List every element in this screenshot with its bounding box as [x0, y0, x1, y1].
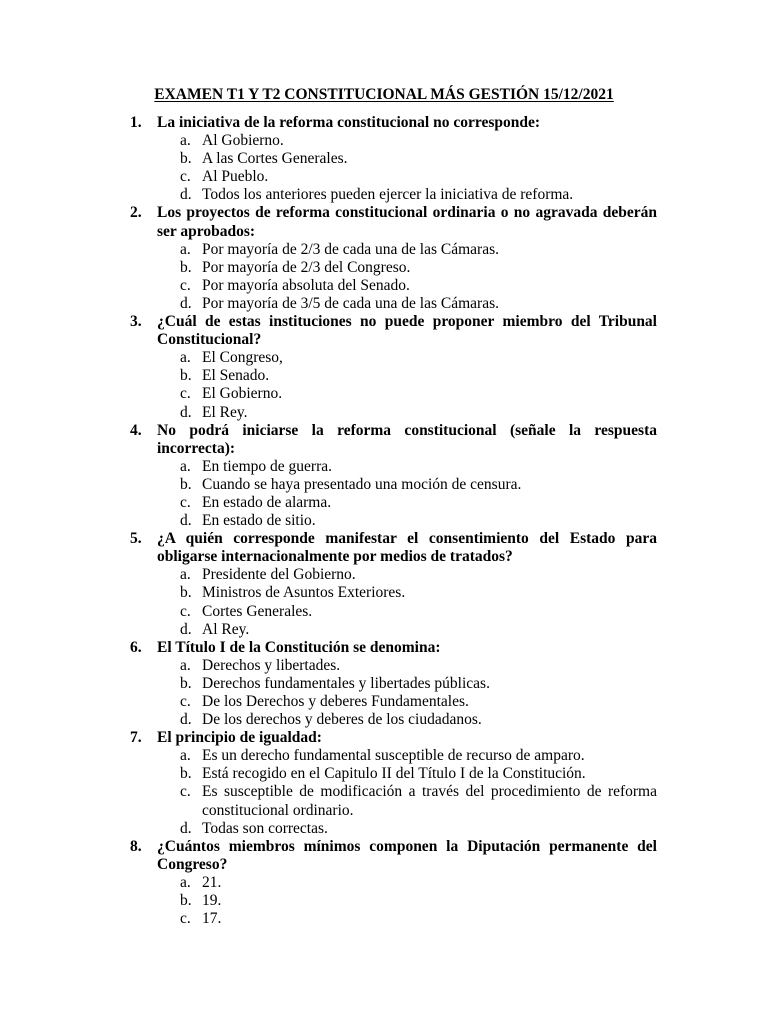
option-item	[130, 186, 657, 204]
option-item	[130, 132, 657, 150]
option-text: Todos los anteriores pueden ejercer la iniciativa de reforma.	[202, 186, 574, 204]
option-text: Derechos y libertades.	[202, 656, 341, 674]
option-item	[130, 566, 657, 584]
question-text: Los proyectos de reforma constitucional ordinaria o no agravada deberán ser aprobados:	[157, 204, 657, 240]
option-text: En tiempo de guerra.	[202, 457, 332, 475]
option-list	[130, 566, 657, 638]
question-number: 6.	[130, 638, 142, 656]
option-item	[130, 657, 657, 675]
option-list	[130, 458, 657, 530]
option-text: Todas son correctas.	[202, 819, 328, 837]
option-item	[130, 150, 657, 168]
option-item	[130, 693, 657, 711]
option-list	[130, 349, 657, 421]
option-list	[130, 747, 657, 837]
option-item	[130, 168, 657, 186]
option-letter: a.	[180, 457, 191, 475]
option-text: En estado de sitio.	[202, 512, 316, 530]
question-text: ¿A quién corresponde manifestar el consentimiento del Estado para obligarse internacionalmente por medios de tratados?	[157, 530, 657, 566]
question-heading	[130, 729, 657, 747]
option-text: 19.	[202, 892, 222, 910]
question-item	[130, 639, 657, 729]
option-text: Por mayoría de 2/3 de cada una de las Cámaras.	[202, 240, 499, 258]
option-letter: b.	[180, 475, 192, 493]
question-text: El Título I de la Constitución se denomina:	[157, 638, 441, 656]
option-text: En estado de alarma.	[202, 493, 332, 511]
question-item	[130, 838, 657, 928]
question-item	[130, 422, 657, 531]
option-letter: d.	[180, 819, 192, 837]
question-text: ¿Cuál de estas instituciones no puede proponer miembro del Tribunal Constitucional?	[157, 313, 657, 349]
question-number: 2.	[130, 204, 142, 222]
option-item	[130, 512, 657, 530]
option-text: 21.	[202, 873, 222, 891]
option-list	[130, 132, 657, 204]
question-heading	[130, 422, 657, 458]
option-item	[130, 259, 657, 277]
option-letter: a.	[180, 349, 191, 367]
option-text: Cortes Generales.	[202, 602, 313, 620]
question-heading	[130, 114, 657, 132]
question-heading	[130, 313, 657, 349]
option-letter: b.	[180, 150, 192, 168]
option-letter: b.	[180, 892, 192, 910]
question-text: El principio de igualdad:	[157, 729, 322, 747]
option-letter: a.	[180, 873, 191, 891]
option-item	[130, 476, 657, 494]
option-item	[130, 874, 657, 892]
question-heading	[130, 639, 657, 657]
option-item	[130, 621, 657, 639]
option-item	[130, 675, 657, 693]
option-letter: a.	[180, 240, 191, 258]
option-letter: b.	[180, 258, 192, 276]
option-text: El Senado.	[202, 367, 270, 385]
option-text: Al Rey.	[202, 620, 250, 638]
option-item	[130, 241, 657, 259]
option-text: Está recogido en el Capitulo II del Título I de la Constitución.	[202, 765, 586, 783]
option-letter: a.	[180, 566, 191, 584]
option-letter: b.	[180, 765, 192, 783]
option-item	[130, 404, 657, 422]
option-item	[130, 458, 657, 476]
question-item	[130, 729, 657, 838]
option-item	[130, 584, 657, 602]
option-letter: d.	[180, 512, 192, 530]
page-title-text: EXAMEN T1 Y T2 CONSTITUCIONAL MÁS GESTIÓN 15/12/2021	[154, 86, 614, 103]
question-item	[130, 313, 657, 422]
option-text: Derechos fundamentales y libertades públicas.	[202, 674, 490, 692]
option-text: El Rey.	[202, 403, 248, 421]
option-letter: c.	[180, 783, 191, 801]
option-item	[130, 747, 657, 765]
question-item	[130, 114, 657, 204]
option-item	[130, 603, 657, 621]
option-text: El Congreso,	[202, 349, 283, 367]
option-letter: c.	[180, 385, 191, 403]
question-list	[130, 114, 657, 928]
option-item	[130, 783, 657, 819]
option-list	[130, 874, 657, 928]
option-text: El Gobierno.	[202, 385, 283, 403]
question-heading	[130, 204, 657, 240]
option-text: Al Pueblo.	[202, 168, 269, 186]
option-item	[130, 349, 657, 367]
option-text: Cuando se haya presentado una moción de censura.	[202, 475, 522, 493]
option-text: Es susceptible de modificación a través del procedimiento de reforma constitucional ordinario.	[202, 783, 657, 819]
option-list	[130, 241, 657, 313]
option-item	[130, 820, 657, 838]
option-letter: c.	[180, 276, 191, 294]
option-letter: d.	[180, 186, 192, 204]
option-letter: c.	[180, 602, 191, 620]
question-heading	[130, 838, 657, 874]
option-letter: b.	[180, 584, 192, 602]
page-title	[0, 86, 768, 104]
question-number: 4.	[130, 421, 142, 439]
option-letter: b.	[180, 674, 192, 692]
option-item	[130, 277, 657, 295]
option-text: De los derechos y deberes de los ciudadanos.	[202, 711, 482, 729]
question-number: 8.	[130, 837, 142, 855]
question-item	[130, 530, 657, 639]
option-text: Por mayoría absoluta del Senado.	[202, 276, 410, 294]
option-list	[130, 657, 657, 729]
option-text: Por mayoría de 2/3 del Congreso.	[202, 258, 411, 276]
option-item	[130, 711, 657, 729]
option-text: Ministros de Asuntos Exteriores.	[202, 584, 406, 602]
option-text: Al Gobierno.	[202, 132, 284, 150]
option-letter: c.	[180, 910, 191, 928]
option-text: 17.	[202, 910, 222, 928]
option-item	[130, 765, 657, 783]
option-letter: c.	[180, 168, 191, 186]
option-letter: a.	[180, 132, 191, 150]
option-text: Es un derecho fundamental susceptible de recurso de amparo.	[202, 747, 585, 765]
option-letter: a.	[180, 747, 191, 765]
question-text: No podrá iniciarse la reforma constitucional (señale la respuesta incorrecta):	[157, 421, 657, 457]
option-text: Presidente del Gobierno.	[202, 566, 356, 584]
option-item	[130, 385, 657, 403]
question-heading	[130, 530, 657, 566]
option-text: De los Derechos y deberes Fundamentales.	[202, 693, 469, 710]
question-text: ¿Cuántos miembros mínimos componen la Diputación permanente del Congreso?	[157, 837, 657, 873]
option-letter: c.	[180, 493, 191, 511]
option-item	[130, 367, 657, 385]
option-item	[130, 892, 657, 910]
option-letter: d.	[180, 294, 192, 312]
option-letter: d.	[180, 403, 192, 421]
option-letter: a.	[180, 656, 191, 674]
option-letter: b.	[180, 367, 192, 385]
option-letter: d.	[180, 620, 192, 638]
option-text: A las Cortes Generales.	[202, 150, 348, 168]
question-number: 1.	[130, 114, 142, 131]
option-item	[130, 494, 657, 512]
option-letter: d.	[180, 711, 192, 729]
question-item	[130, 204, 657, 313]
option-item	[130, 910, 657, 928]
question-number: 7.	[130, 729, 142, 747]
option-text: Por mayoría de 3/5 de cada una de las Cámaras.	[202, 294, 499, 312]
question-number: 3.	[130, 313, 142, 331]
option-item	[130, 295, 657, 313]
question-text: La iniciativa de la reforma constitucional no corresponde:	[157, 114, 541, 131]
question-number: 5.	[130, 530, 142, 548]
option-letter: c.	[180, 693, 191, 710]
